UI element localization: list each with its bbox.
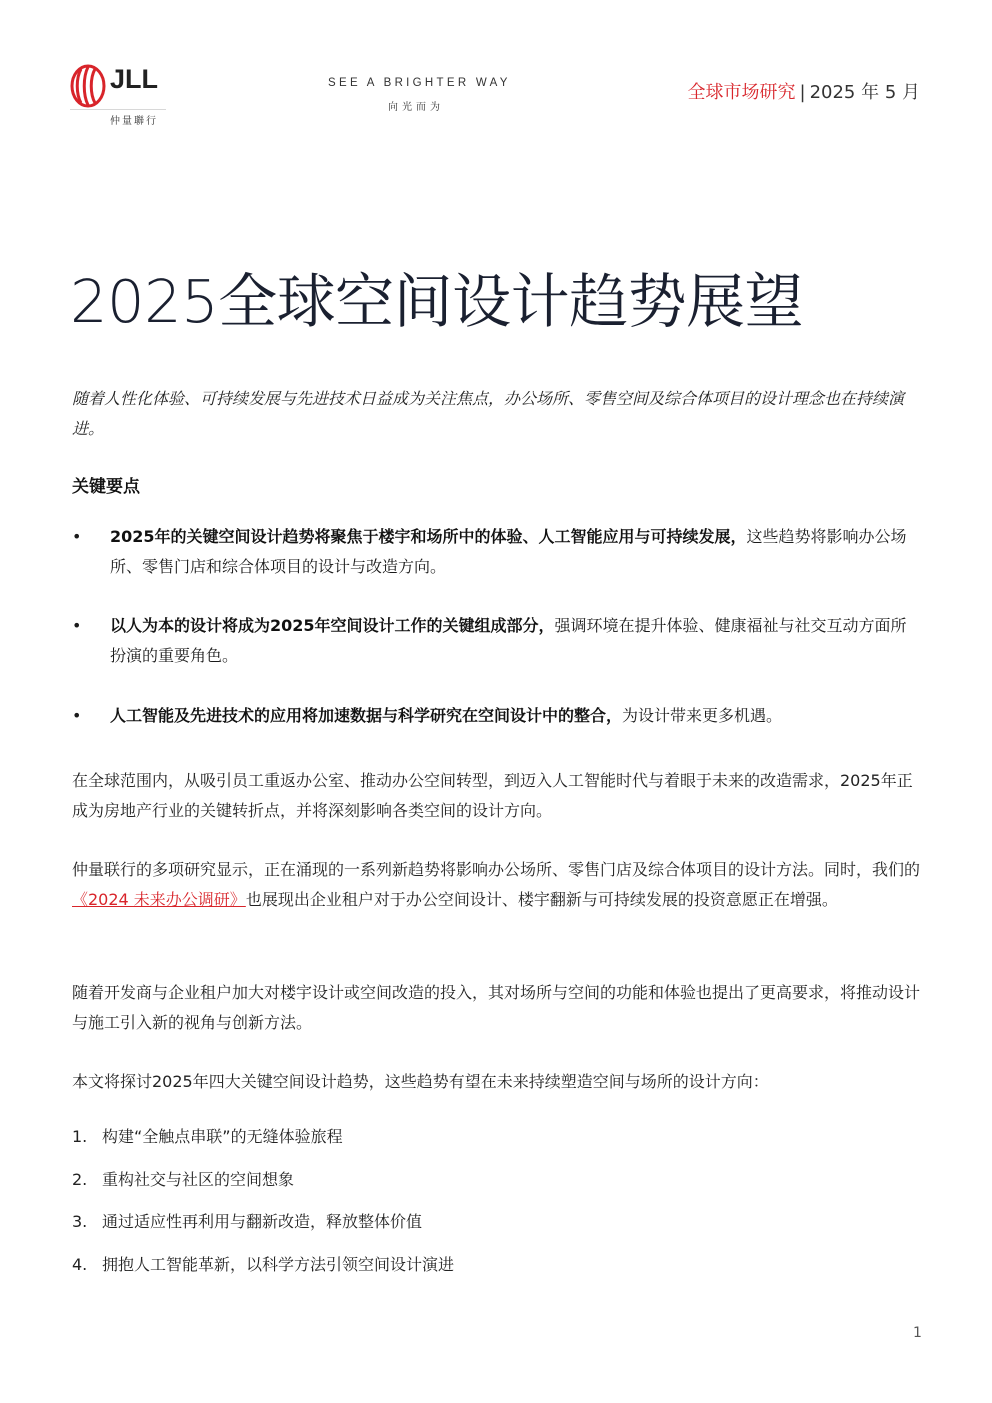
jll-logo	[70, 64, 170, 128]
page-title: 2025全球空间设计趋势展望	[70, 267, 804, 336]
key-point-rest: 强调环境在提升体验、健康福祉与社交互动方面所扮演的重要角色。	[110, 616, 907, 665]
logo-divider	[70, 109, 166, 110]
key-point-text	[110, 522, 922, 582]
trend-text: 构建“全触点串联”的无缝体验旅程	[102, 1127, 343, 1146]
report-date: 2025 年 5 月	[809, 82, 920, 103]
tagline: SEE A BRIGHTER WAY	[328, 77, 511, 89]
trend-number: 1.	[72, 1127, 88, 1146]
key-point-text	[110, 701, 922, 731]
body-paragraph: 在全球范围内，从吸引员工重返办公室、推动办公空间转型，到迈入人工智能时代与着眼于未来的改造需求，2025年正成为房地产行业的关键转折点，并将深刻影响各类空间的设计方向。	[72, 771, 913, 820]
logo-chinese-name: 仲量聯行	[110, 116, 158, 127]
trend-number: 2.	[72, 1170, 88, 1189]
key-point-bold: 人工智能及先进技术的应用将加速数据与科学研究在空间设计中的整合，	[110, 706, 623, 725]
key-point-item	[72, 611, 922, 673]
key-points-heading: 关键要点	[72, 477, 140, 497]
body-paragraph: 随着开发商与企业租户加大对楼宇设计或空间改造的投入，其对场所与空间的功能和体验也提出了更高要求，将推动设计与施工引入新的视角与创新方法。	[72, 983, 921, 1032]
trend-text: 拥抱人工智能革新，以科学方法引领空间设计演进	[102, 1255, 455, 1274]
trend-list-item	[72, 1250, 454, 1280]
report-type: 全球市场研究	[687, 82, 796, 103]
paragraph-text: 也展现出企业租户对于办公空间设计、楼宇翻新与可持续发展的投资意愿正在增强。	[245, 890, 838, 909]
body-paragraph: 本文将探讨2025年四大关键空间设计趋势，这些趋势有望在未来持续塑造空间与场所的设计方向：	[72, 1072, 769, 1091]
page-number: 1	[913, 1325, 922, 1341]
intro-paragraph: 随着人性化体验、可持续发展与先进技术日益成为关注焦点，办公场所、零售空间及综合体项目的设计理念也在持续演进。	[72, 389, 905, 438]
trend-text: 通过适应性再利用与翻新改造，释放整体价值	[102, 1212, 423, 1231]
jll-logo-mark-icon	[70, 64, 106, 108]
trend-list-item	[72, 1165, 294, 1195]
key-point-bold: 2025年的关键空间设计趋势将聚焦于楼宇和场所中的体验、人工智能应用与可持续发展，	[110, 527, 747, 546]
key-point-bold: 以人为本的设计将成为2025年空间设计工作的关键组成部分，	[110, 616, 555, 635]
key-point-item	[72, 522, 922, 584]
trend-number: 4.	[72, 1255, 88, 1274]
tagline-chinese: 向光而为	[388, 102, 444, 113]
key-point-text	[110, 611, 922, 671]
key-point-item	[72, 701, 922, 733]
trend-list-item	[72, 1122, 343, 1152]
bullet-icon: •	[72, 706, 82, 725]
paragraph-text: 仲量联行的多项研究显示，正在涌现的一系列新趋势将影响办公场所、零售门店及综合体项目的设计方法。同时，我们的	[72, 860, 921, 879]
trend-number: 3.	[72, 1212, 88, 1231]
bullet-icon: •	[72, 616, 82, 635]
body-paragraph	[72, 855, 922, 915]
bullet-icon: •	[72, 527, 82, 546]
trend-text: 重构社交与社区的空间想象	[102, 1170, 295, 1189]
trend-list-item	[72, 1207, 422, 1237]
logo-wordmark: JLL	[110, 64, 159, 94]
key-point-rest: 这些趋势将影响办公场所、零售门店和综合体项目的设计与改造方向。	[110, 527, 907, 576]
header-report-info	[687, 78, 920, 104]
future-office-survey-link[interactable]: 《2024 未来办公调研》	[72, 890, 246, 909]
header-separator: |	[799, 82, 806, 103]
key-point-rest: 为设计带来更多机遇。	[622, 706, 783, 725]
